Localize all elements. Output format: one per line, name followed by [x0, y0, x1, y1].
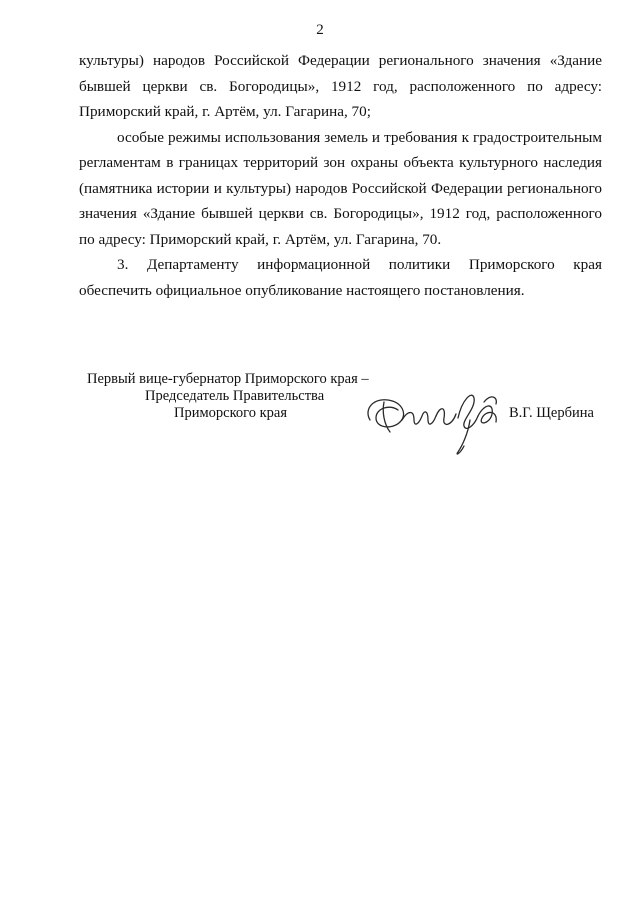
- paragraph-3: 3. Департаменту информационной политики Приморского края обеспечить официальное опубликование настоящего постановления.: [79, 256, 602, 299]
- paragraph-1: культуры) народов Российской Федерации регионального значения «Здание бывшей церкви св. Богородицы», 1912 год, расположенного по адресу: Приморский край, г. Артём, ул. Гагарина, 70;: [79, 52, 602, 120]
- paragraph-2: особые режимы использования земель и требования к градостроительным регламентам в границах территорий зон охраны объекта культурного наследия (памятника истории и культуры) народов Российской Федерации регионального значения «Здание бывшей церкви св. Богородицы», 1912 год, расположенного по адресу: Приморский край, г. Артём, ул. Гагарина, 70.: [79, 128, 602, 248]
- handwritten-signature: [362, 380, 532, 460]
- signer-position-line-2: Председатель Правительства: [145, 388, 325, 404]
- signer-position-line-3: Приморского края: [174, 405, 288, 421]
- document-body: [79, 48, 602, 303]
- signer-position-line-1: Первый вице-губернатор Приморского края –: [87, 371, 369, 387]
- signer-name: В.Г. Щербина: [509, 405, 594, 421]
- page-number: 2: [316, 22, 324, 38]
- signature-block: [0, 370, 640, 470]
